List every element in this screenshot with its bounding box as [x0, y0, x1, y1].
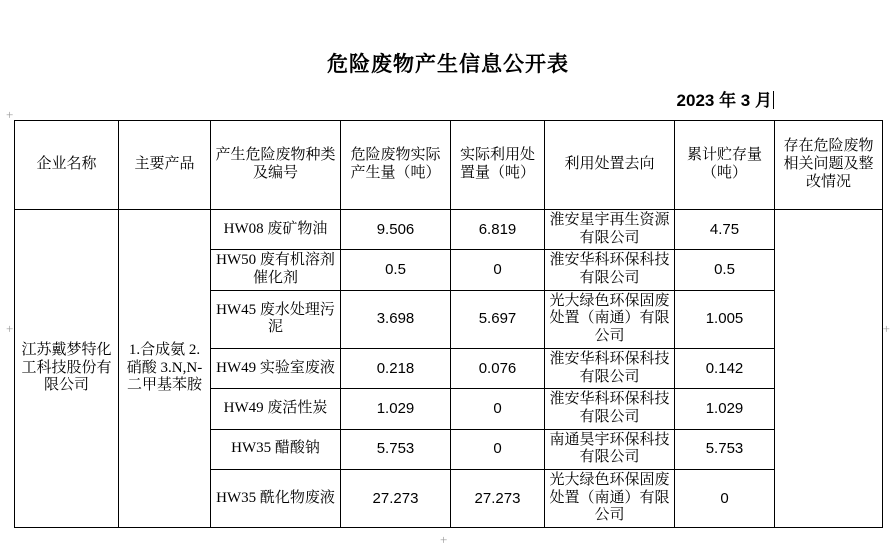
cell-generated-amount: 3.698	[341, 290, 451, 348]
cell-disposed-amount: 0.076	[451, 348, 545, 388]
cell-waste-type: HW49 废活性炭	[211, 389, 341, 429]
cell-destination: 南通昊宇环保科技有限公司	[545, 429, 675, 469]
cell-destination: 淮安星宇再生资源有限公司	[545, 210, 675, 250]
cell-stored-amount: 1.029	[675, 389, 775, 429]
page-title: 危险废物产生信息公开表	[327, 53, 569, 76]
header-stored-amount: 累计贮存量（吨）	[675, 121, 775, 210]
header-waste-type: 产生危险废物种类及编号	[211, 121, 341, 210]
cell-generated-amount: 5.753	[341, 429, 451, 469]
header-disposed-amount: 实际利用处置量（吨）	[451, 121, 545, 210]
cell-waste-type: HW08 废矿物油	[211, 210, 341, 250]
cell-stored-amount: 1.005	[675, 290, 775, 348]
table-header-row	[15, 121, 883, 210]
cell-disposed-amount: 27.273	[451, 469, 545, 527]
cell-disposed-amount: 0	[451, 389, 545, 429]
cell-waste-type: HW35 酰化物废液	[211, 469, 341, 527]
header-generated-amount: 危险废物实际产生量（吨）	[341, 121, 451, 210]
cell-destination: 淮安华科环保科技有限公司	[545, 389, 675, 429]
cell-waste-type: HW50 废有机溶剂催化剂	[211, 250, 341, 290]
header-company: 企业名称	[15, 121, 119, 210]
cell-generated-amount: 0.5	[341, 250, 451, 290]
cell-stored-amount: 5.753	[675, 429, 775, 469]
document-date-text: 2023 年 3 月	[676, 91, 772, 110]
cell-destination: 光大绿色环保固废处置（南通）有限公司	[545, 469, 675, 527]
cell-destination: 淮安华科环保科技有限公司	[545, 348, 675, 388]
cell-main-products: 1.合成氨 2.硝酸 3.N,N-二甲基苯胺	[119, 210, 211, 528]
cell-destination: 淮安华科环保科技有限公司	[545, 250, 675, 290]
margin-mark-top-left: +	[6, 107, 14, 122]
cell-waste-type: HW45 废水处理污泥	[211, 290, 341, 348]
cell-stored-amount: 0.5	[675, 250, 775, 290]
header-destination: 利用处置去向	[545, 121, 675, 210]
document-date	[677, 86, 774, 111]
cell-stored-amount: 0.142	[675, 348, 775, 388]
cell-stored-amount: 0	[675, 469, 775, 527]
cell-disposed-amount: 0	[451, 250, 545, 290]
margin-mark-bottom: +	[440, 532, 448, 547]
cell-company-name: 江苏戴梦特化工科技股份有限公司	[15, 210, 119, 528]
cell-destination: 光大绿色环保固废处置（南通）有限公司	[545, 290, 675, 348]
margin-mark-left: +	[6, 321, 14, 336]
header-product: 主要产品	[119, 121, 211, 210]
table-row	[15, 210, 883, 250]
margin-mark-right: +	[882, 321, 890, 336]
cell-generated-amount: 27.273	[341, 469, 451, 527]
text-cursor	[773, 91, 774, 109]
header-issues: 存在危险废物相关问题及整改情况	[775, 121, 883, 210]
cell-waste-type: HW35 醋酸钠	[211, 429, 341, 469]
cell-disposed-amount: 5.697	[451, 290, 545, 348]
cell-waste-type: HW49 实验室废液	[211, 348, 341, 388]
cell-issues	[775, 210, 883, 528]
waste-disclosure-table	[14, 120, 883, 528]
cell-stored-amount: 4.75	[675, 210, 775, 250]
cell-generated-amount: 9.506	[341, 210, 451, 250]
cell-disposed-amount: 6.819	[451, 210, 545, 250]
cell-disposed-amount: 0	[451, 429, 545, 469]
cell-generated-amount: 0.218	[341, 348, 451, 388]
cell-generated-amount: 1.029	[341, 389, 451, 429]
